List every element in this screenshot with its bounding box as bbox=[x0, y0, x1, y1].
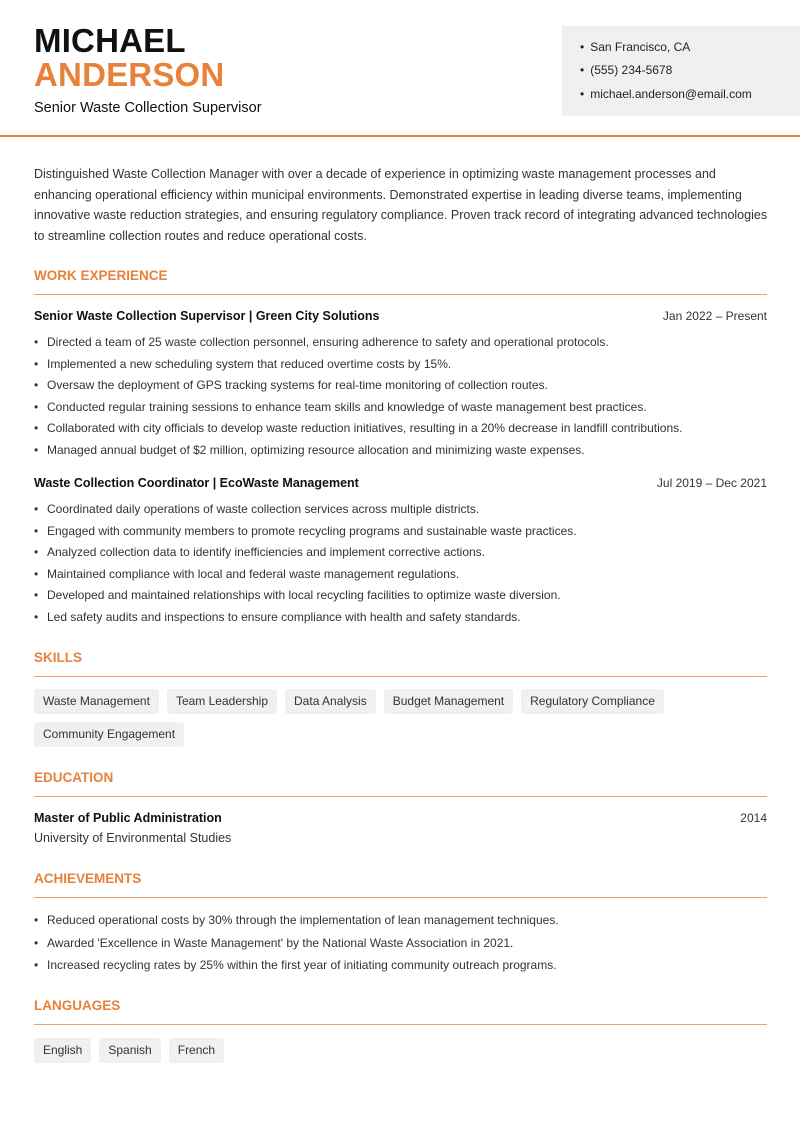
job-header bbox=[34, 309, 767, 323]
list-item: • Managed annual budget of $2 million, optimizing resource allocation and minimizing waste expenses. bbox=[34, 440, 767, 462]
job-role: Senior Waste Collection Supervisor | Green City Solutions bbox=[34, 309, 380, 323]
job-title: Senior Waste Collection Supervisor bbox=[34, 100, 262, 116]
contact-email: • michael.anderson@email.com bbox=[580, 87, 752, 101]
education-degree: Master of Public Administration bbox=[34, 811, 222, 825]
job-header bbox=[34, 476, 767, 490]
list-item: • Awarded 'Excellence in Waste Management' by the National Waste Association in 2021. bbox=[34, 932, 774, 955]
resume-header bbox=[0, 0, 800, 137]
job-role: Waste Collection Coordinator | EcoWaste Management bbox=[34, 476, 359, 490]
section-divider bbox=[34, 897, 767, 898]
list-item: • Directed a team of 25 waste collection personnel, ensuring adherence to safety and operational protocols. bbox=[34, 332, 767, 354]
languages-list bbox=[34, 1038, 774, 1063]
job-dates: Jan 2022 – Present bbox=[662, 309, 767, 323]
language-chip: Spanish bbox=[99, 1038, 160, 1063]
section-title-skills: SKILLS bbox=[34, 650, 83, 665]
section-divider bbox=[34, 1024, 767, 1025]
job-dates: Jul 2019 – Dec 2021 bbox=[656, 476, 767, 490]
language-chip: English bbox=[34, 1038, 91, 1063]
skill-chip: Waste Management bbox=[34, 689, 159, 714]
skill-chip: Team Leadership bbox=[167, 689, 277, 714]
contact-location: • San Francisco, CA bbox=[580, 40, 690, 54]
list-item: • Oversaw the deployment of GPS tracking systems for real-time monitoring of collection routes. bbox=[34, 375, 767, 397]
list-item: • Conducted regular training sessions to enhance team skills and knowledge of waste management best practices. bbox=[34, 397, 767, 419]
skills-list bbox=[34, 689, 674, 747]
list-item: • Analyzed collection data to identify inefficiencies and implement corrective actions. bbox=[34, 542, 767, 564]
contact-box bbox=[562, 26, 800, 116]
contact-phone: • (555) 234-5678 bbox=[580, 63, 672, 77]
section-divider bbox=[34, 676, 767, 677]
section-title-achievements: ACHIEVEMENTS bbox=[34, 871, 142, 886]
list-item: • Coordinated daily operations of waste collection services across multiple districts. bbox=[34, 499, 767, 521]
job-bullets bbox=[34, 499, 767, 628]
last-name: ANDERSON bbox=[34, 56, 225, 93]
education-school: University of Environmental Studies bbox=[34, 831, 232, 845]
first-name: MICHAEL bbox=[34, 22, 186, 59]
skill-chip: Regulatory Compliance bbox=[521, 689, 664, 714]
summary: Distinguished Waste Collection Manager with over a decade of experience in optimizing waste management processes and enhancing operational efficiency within municipal environments. Demonstrated expertise in leading diverse teams, implementing innovative waste reduction strategies, and ensuring regulatory compliance. Proven track record of integrating advanced technologies to streamline collection routes and reduce operational costs. bbox=[34, 167, 768, 244]
list-item: • Implemented a new scheduling system that reduced overtime costs by 15%. bbox=[34, 354, 767, 376]
list-item: • Maintained compliance with local and federal waste management regulations. bbox=[34, 564, 767, 586]
list-item: • Collaborated with city officials to develop waste reduction initiatives, resulting in a 20% decrease in landfill contributions. bbox=[34, 418, 767, 440]
achievements-list bbox=[34, 909, 774, 977]
section-divider bbox=[34, 294, 767, 295]
section-title-work: WORK EXPERIENCE bbox=[34, 268, 168, 283]
list-item: • Engaged with community members to promote recycling programs and sustainable waste practices. bbox=[34, 521, 767, 543]
education-year: 2014 bbox=[740, 811, 767, 825]
skill-chip: Community Engagement bbox=[34, 722, 184, 747]
list-item: • Reduced operational costs by 30% through the implementation of lean management techniques. bbox=[34, 909, 774, 932]
list-item: • Increased recycling rates by 25% within the first year of initiating community outreach programs. bbox=[34, 954, 774, 977]
job-bullets bbox=[34, 332, 767, 461]
list-item: • Led safety audits and inspections to ensure compliance with health and safety standards. bbox=[34, 607, 767, 629]
skill-chip: Budget Management bbox=[384, 689, 513, 714]
list-item: • Developed and maintained relationships with local recycling facilities to optimize waste diversion. bbox=[34, 585, 767, 607]
skill-chip: Data Analysis bbox=[285, 689, 376, 714]
section-title-languages: LANGUAGES bbox=[34, 998, 121, 1013]
section-divider bbox=[34, 796, 767, 797]
section-title-education: EDUCATION bbox=[34, 770, 114, 785]
language-chip: French bbox=[169, 1038, 224, 1063]
